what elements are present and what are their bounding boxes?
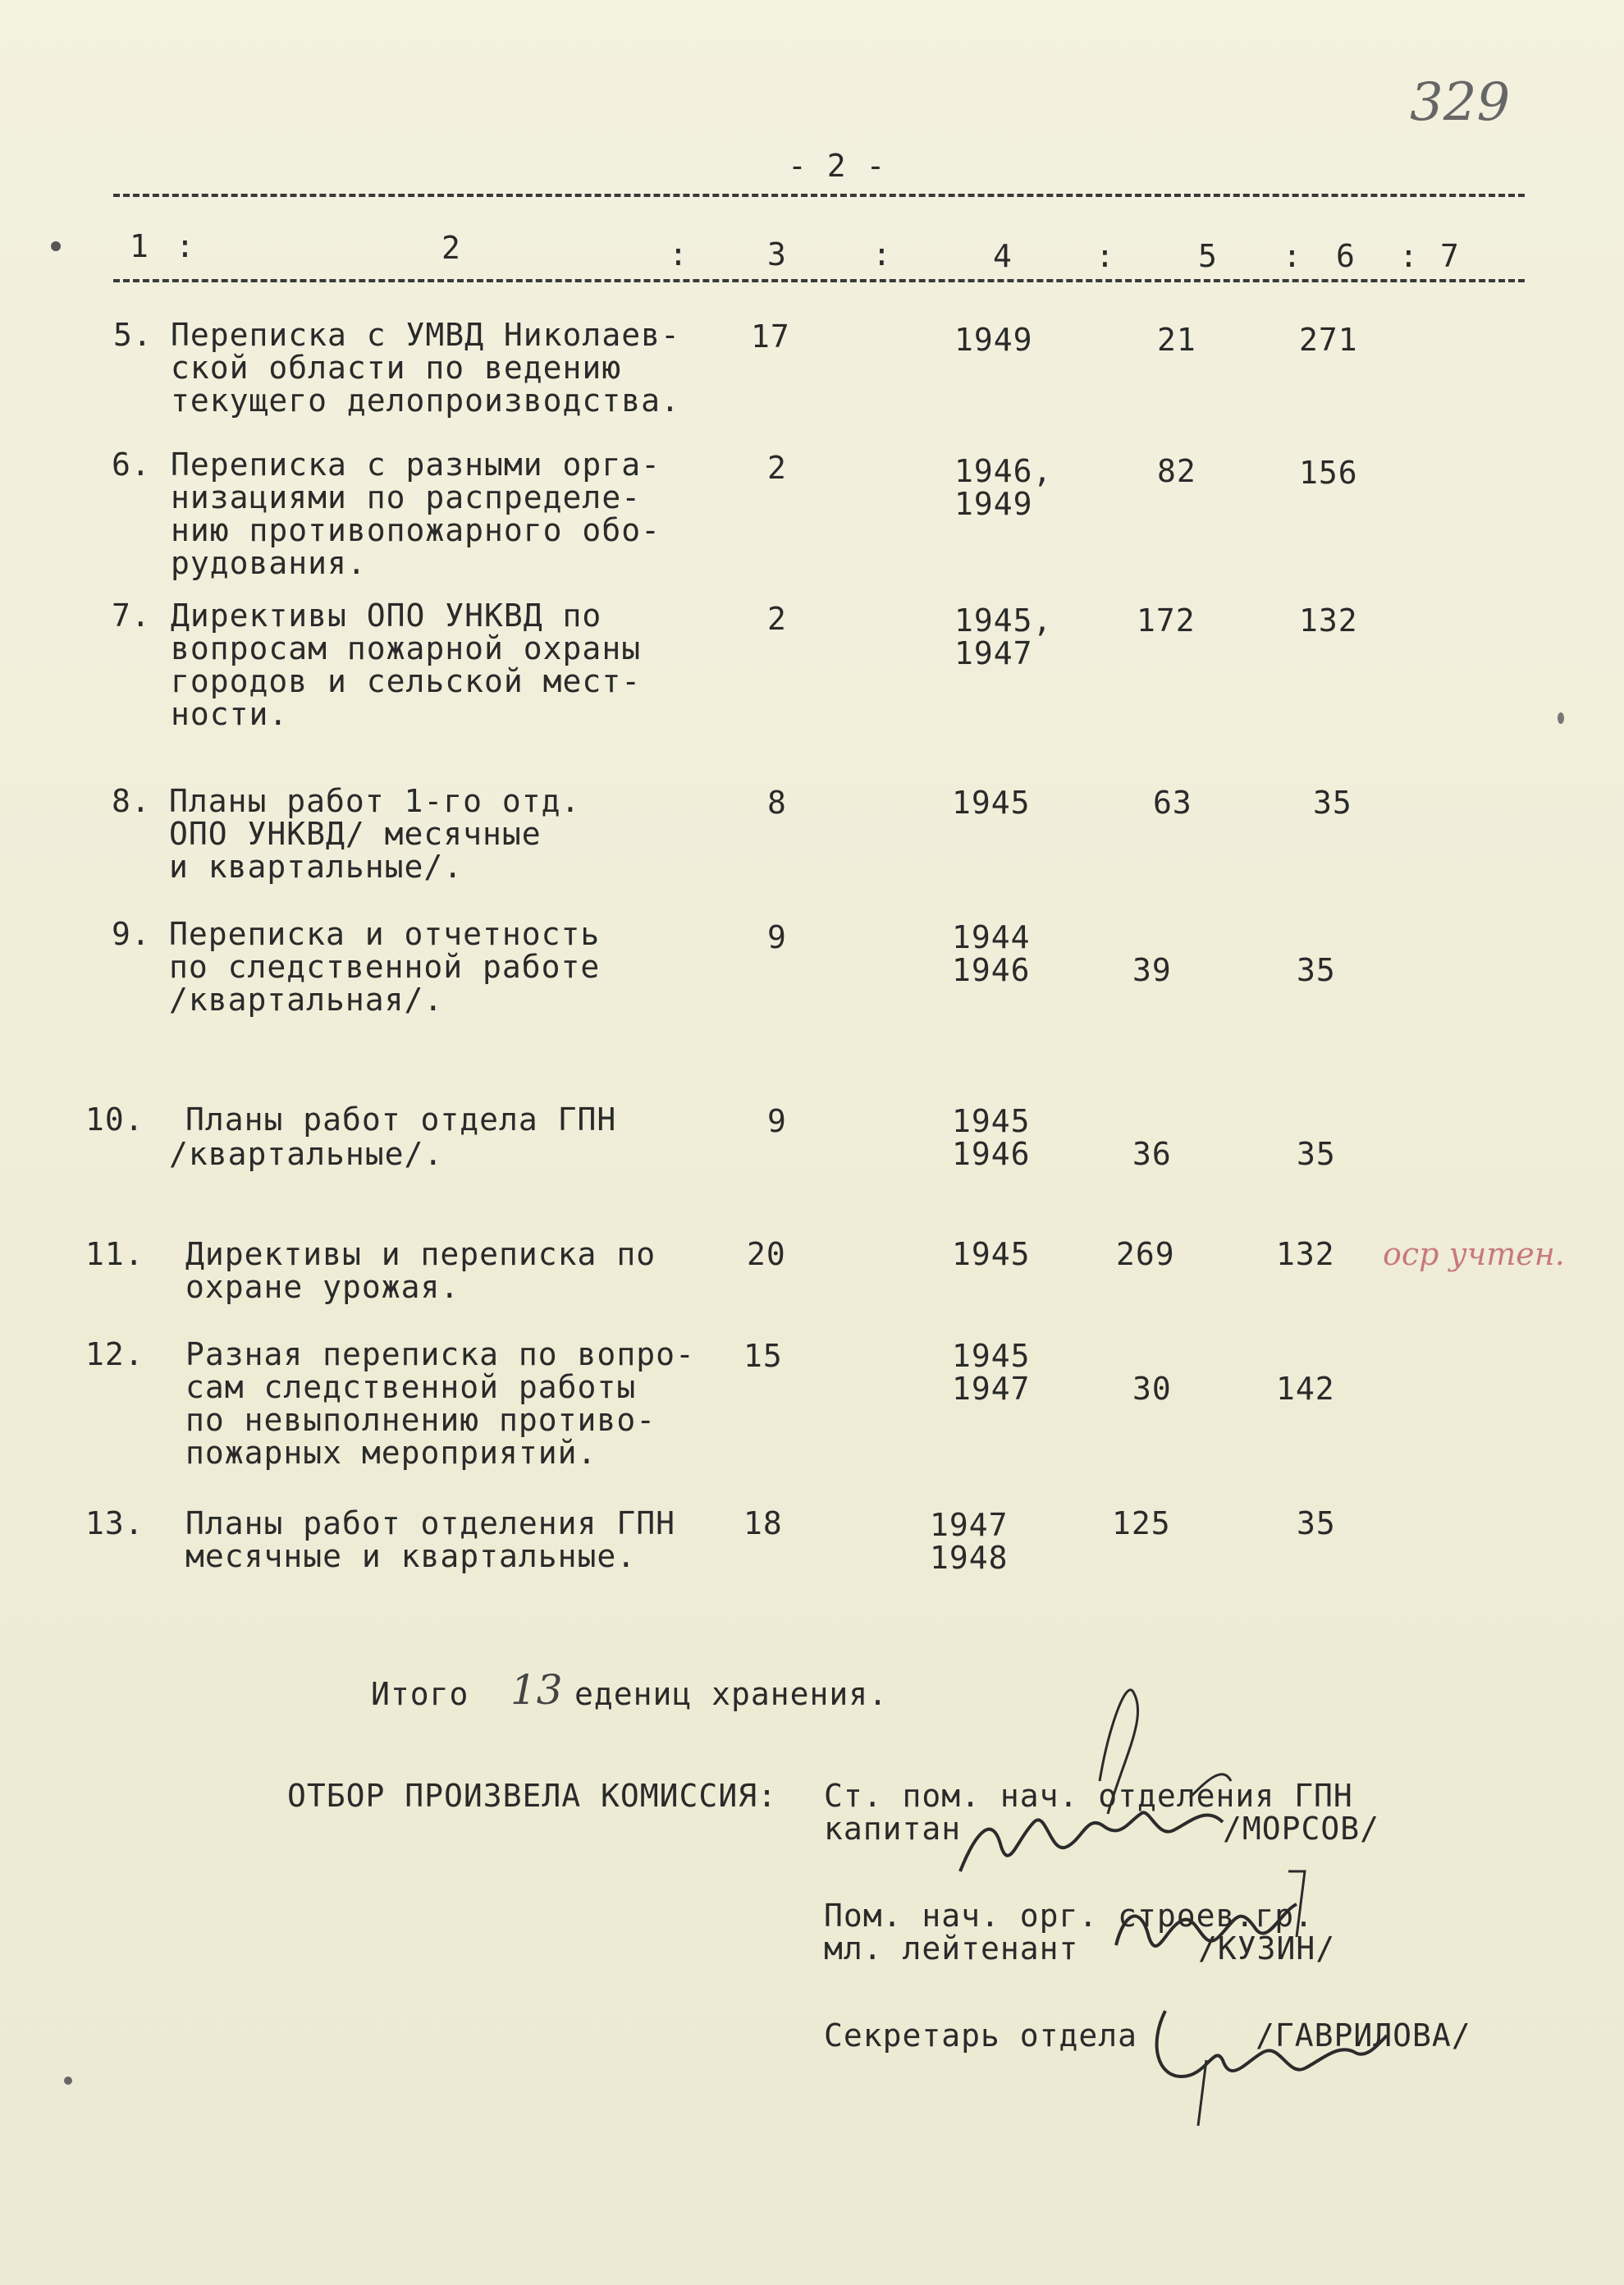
paper-speck (1558, 712, 1564, 724)
col-sep: : (1399, 238, 1419, 274)
row-col5: 30 (1132, 1371, 1172, 1407)
row-col6: 35 (1313, 785, 1352, 821)
row-title-line: нию противопожарного обо- (171, 512, 661, 548)
row-col3: 18 (743, 1505, 783, 1541)
paper-speck (64, 2077, 72, 2085)
row-col4: 1945 (952, 785, 1031, 821)
archive-page-number: 329 (1410, 72, 1511, 133)
row-col4: 1947 (954, 635, 1033, 671)
row-col5: 125 (1112, 1505, 1171, 1541)
col-7: 7 (1440, 238, 1460, 274)
page-number: - 2 - (788, 148, 886, 184)
paper-speck (51, 241, 61, 251)
row-col6: 132 (1299, 602, 1358, 639)
signer-3-name: /ГАВРИЛОВА/ (1256, 2017, 1471, 2054)
row-col3: 9 (767, 919, 787, 955)
signer-1-rank: капитан (824, 1811, 962, 1847)
row-number: 9. (112, 916, 151, 952)
signature-gavrilova (1132, 1978, 1395, 2142)
row-title-line: Директивы ОПО УНКВД по (171, 598, 602, 634)
row-col4: 1946 (952, 1136, 1031, 1172)
row-col6: 132 (1276, 1236, 1335, 1272)
header-rule-bottom (113, 279, 1525, 282)
col-4: 4 (993, 238, 1013, 274)
row-col6: 35 (1297, 1136, 1336, 1172)
row-title-line: по невыполнению противо- (185, 1402, 656, 1438)
col-3: 3 (767, 236, 787, 272)
row-title-line: ОПО УНКВД/ месячные (169, 816, 542, 852)
row-col4: 1946, (954, 453, 1053, 489)
signer-2-position: Пом. нач. орг. строев.гр. (824, 1898, 1314, 1934)
row-col6: 156 (1299, 455, 1358, 491)
col-sep: : (176, 228, 195, 264)
row-title-line: ности. (171, 696, 289, 732)
row-col4: 1945, (954, 602, 1053, 639)
row-col6: 142 (1276, 1371, 1335, 1407)
signer-1-name: /МОРСОВ/ (1223, 1811, 1380, 1847)
col-sep: : (669, 236, 688, 272)
row-title-line: сам следственной работы (185, 1369, 637, 1405)
row-col4: 1947 (930, 1507, 1009, 1543)
row-col4: 1947 (952, 1371, 1031, 1407)
row-col4: 1946 (952, 952, 1031, 988)
row-title-line: /квартальная/. (169, 982, 444, 1018)
handwritten-note: оср учтен. (1383, 1236, 1565, 1272)
row-title-line: месячные и квартальные. (185, 1538, 637, 1574)
col-sep: : (1283, 238, 1302, 274)
row-number: 7. (112, 598, 151, 634)
row-col5: 21 (1157, 322, 1196, 358)
total-count: 13 (510, 1666, 563, 1714)
row-col6: 35 (1297, 1505, 1336, 1541)
row-col4: 1945 (952, 1236, 1031, 1272)
row-col4: 1948 (930, 1540, 1009, 1576)
col-5: 5 (1198, 238, 1218, 274)
row-number: 5. (113, 317, 153, 353)
row-col5: 269 (1116, 1236, 1175, 1272)
row-title-line: Планы работ отдела ГПН (185, 1101, 617, 1138)
col-2: 2 (441, 230, 461, 266)
signature-kuzin (1100, 1855, 1362, 1986)
row-col5: 39 (1132, 952, 1172, 988)
row-title-line: ской области по ведению (171, 350, 622, 386)
row-title-line: текущего делопроизводства. (171, 382, 680, 419)
col-6: 6 (1336, 238, 1356, 274)
commission-label: ОТБОР ПРОИЗВЕЛА КОМИССИЯ: (287, 1778, 777, 1814)
row-title-line: рудования. (171, 545, 367, 581)
row-title-line: Планы работ 1-го отд. (169, 783, 581, 819)
row-number: 6. (112, 446, 151, 483)
col-1: 1 (130, 228, 149, 264)
row-col3: 17 (751, 318, 790, 355)
row-col4: 1945 (952, 1103, 1031, 1139)
row-col3: 2 (767, 601, 787, 637)
row-col5: 172 (1137, 602, 1196, 639)
signer-2-name: /КУЗИН/ (1198, 1930, 1336, 1967)
row-col4: 1949 (954, 486, 1033, 522)
row-col3: 15 (743, 1338, 783, 1374)
row-title-line: /квартальные/. (169, 1136, 444, 1172)
total-prefix: Итого (371, 1676, 469, 1712)
row-title-line: Директивы и переписка по (185, 1236, 656, 1272)
row-col3: 2 (767, 450, 787, 486)
row-col3: 8 (767, 785, 787, 821)
row-title-line: городов и сельской мест- (171, 663, 642, 699)
row-col4: 1944 (952, 919, 1031, 955)
header-rule-top (113, 194, 1525, 197)
col-sep: : (1096, 238, 1115, 274)
signer-3-position: Секретарь отдела (824, 2017, 1138, 2054)
row-col4: 1949 (954, 322, 1033, 358)
row-number: 8. (112, 783, 151, 819)
row-title-line: Разная переписка по вопро- (185, 1336, 695, 1372)
row-title-line: вопросам пожарной охраны (171, 630, 642, 666)
row-title-line: Переписка с разными орга- (171, 446, 661, 483)
row-number: 13. (85, 1505, 144, 1541)
row-number: 11. (85, 1236, 144, 1272)
row-col6: 271 (1299, 322, 1358, 358)
row-title-line: Переписка и отчетность (169, 916, 601, 952)
row-title-line: низациями по распределе- (171, 479, 642, 515)
row-title-line: по следственной работе (169, 949, 601, 985)
row-col5: 63 (1153, 785, 1192, 821)
row-col4: 1945 (952, 1338, 1031, 1374)
total-suffix: едениц хранения. (574, 1676, 889, 1712)
row-col6: 35 (1297, 952, 1336, 988)
row-col3: 9 (767, 1103, 787, 1139)
row-title-line: Переписка с УМВД Николаев- (171, 317, 680, 353)
row-number: 12. (85, 1336, 144, 1372)
signer-2-rank: мл. лейтенант (824, 1930, 1079, 1967)
row-col5: 82 (1157, 453, 1196, 489)
row-title-line: Планы работ отделения ГПН (185, 1505, 675, 1541)
row-col3: 20 (747, 1236, 786, 1272)
row-col5: 36 (1132, 1136, 1172, 1172)
row-title-line: пожарных мероприятий. (185, 1435, 597, 1471)
col-sep: : (872, 236, 892, 272)
row-title-line: и квартальные/. (169, 849, 464, 885)
signer-1-position: Ст. пом. нач. отделения ГПН (824, 1778, 1353, 1814)
row-title-line: охране урожая. (185, 1269, 460, 1305)
row-number: 10. (85, 1101, 144, 1138)
